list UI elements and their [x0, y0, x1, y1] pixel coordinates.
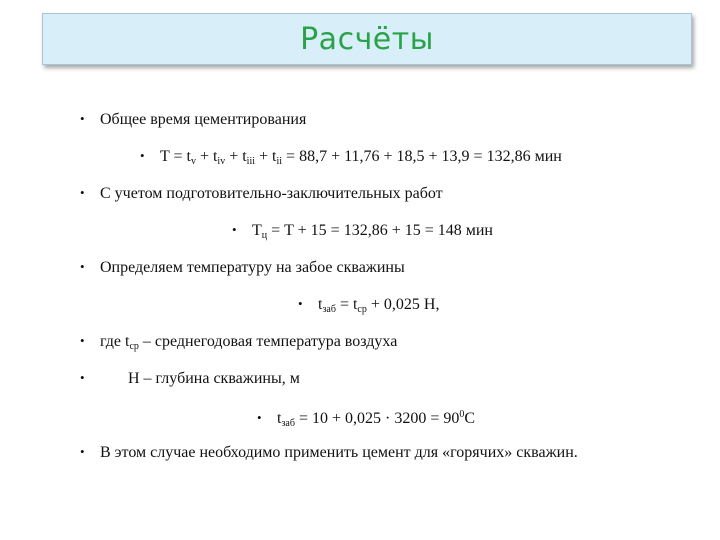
item-text: Общее время цементирования — [100, 111, 307, 128]
list-item — [80, 183, 443, 204]
subscript: ср — [357, 304, 367, 315]
formula-text: T — [252, 222, 262, 239]
bullet-icon: • — [298, 296, 303, 311]
item-text: В этом случае необходимо применить цемент для «горячих» скважин. — [100, 444, 578, 461]
bullet-icon: • — [232, 222, 237, 237]
superscript: 0 — [459, 409, 465, 420]
item-text: С учетом подготовительно-заключительных работ — [100, 185, 443, 202]
item-text: – среднегодовая температура воздуха — [138, 333, 398, 350]
bullet-icon: • — [80, 444, 85, 459]
formula-text: t — [318, 296, 323, 313]
subscript: заб — [322, 304, 336, 315]
item-text: Определяем температуру на забое скважины — [100, 259, 405, 276]
formula-total-time — [140, 146, 562, 172]
formula-text: = T + 15 = 132,86 + 15 = 148 мин — [267, 222, 493, 239]
formula-text: С — [464, 410, 476, 427]
title-box — [42, 13, 692, 65]
slide-title: Расчёты — [300, 21, 434, 57]
list-item — [80, 331, 397, 357]
formula-text: t — [277, 410, 282, 427]
formula-calc-temp — [257, 405, 475, 434]
formula-text: = 88,7 + 11,76 + 18,5 + 13,9 = 132,86 мин — [282, 148, 562, 165]
list-item — [80, 257, 405, 278]
item-text: H – глубина скважины, м — [128, 370, 300, 387]
formula-text: = t — [335, 296, 358, 313]
list-item — [80, 368, 300, 389]
bullet-icon: • — [140, 148, 145, 163]
list-item — [80, 109, 306, 130]
formula-text: T = t — [160, 148, 191, 165]
bullet-icon: • — [80, 370, 85, 385]
subscript: v — [190, 156, 196, 167]
subscript: iii — [246, 156, 256, 167]
subscript: ср — [129, 341, 139, 352]
bullet-icon: • — [80, 333, 85, 348]
formula-text: + t — [255, 148, 277, 165]
formula-text: + t — [195, 148, 218, 165]
formula-bottom-temp — [298, 294, 439, 320]
subscript: iv — [217, 156, 226, 167]
list-item — [80, 442, 578, 463]
subscript: заб — [281, 418, 295, 429]
bullet-icon: • — [80, 111, 85, 126]
subscript: ii — [276, 156, 283, 167]
formula-cycle-time — [232, 220, 493, 246]
bullet-icon: • — [80, 259, 85, 274]
bullet-icon: • — [257, 410, 262, 425]
formula-text: = 10 + 0,025 · 3200 = 90 — [294, 410, 460, 427]
subscript: ц — [261, 230, 268, 241]
bullet-icon: • — [80, 185, 85, 200]
formula-text: + 0,025 H, — [366, 296, 440, 313]
formula-text: + t — [225, 148, 247, 165]
item-text: где t — [100, 333, 130, 350]
